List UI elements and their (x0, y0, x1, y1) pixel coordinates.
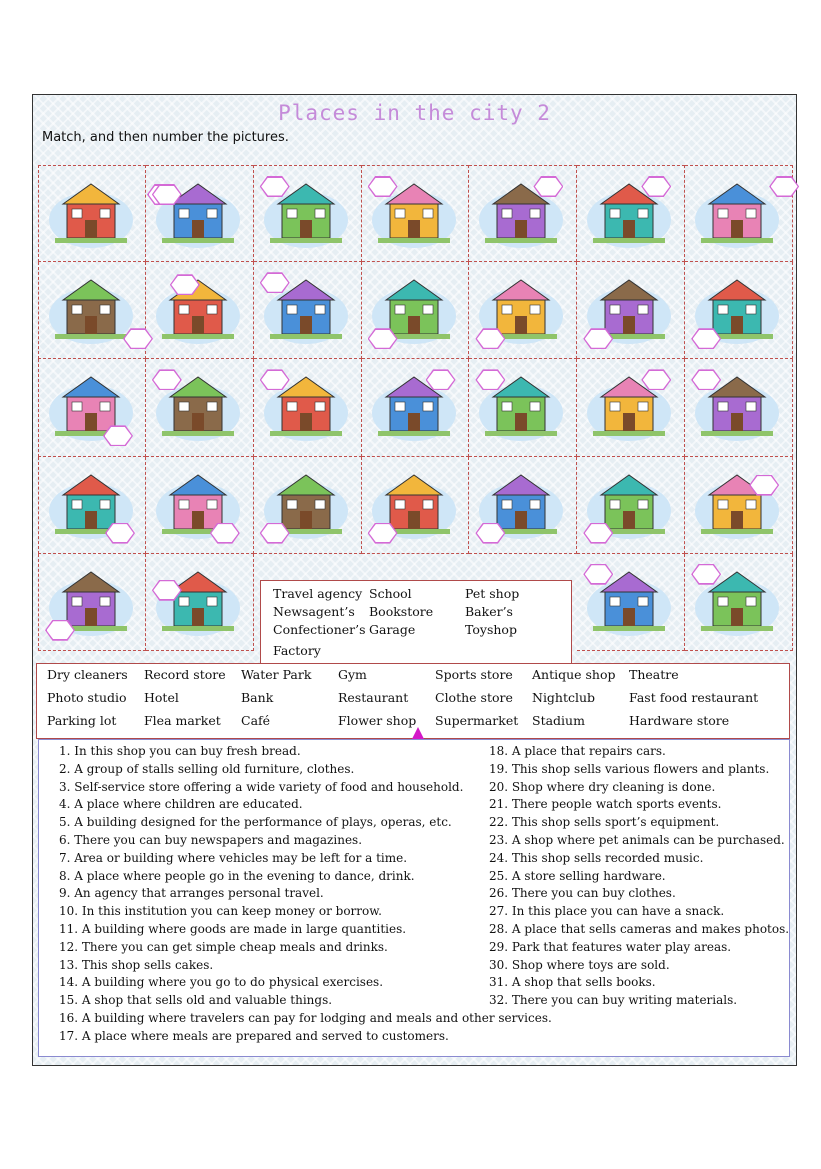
word-item: Flower shop (338, 713, 417, 728)
word-item: Factory (273, 643, 321, 658)
word-item: Theatre (629, 667, 679, 682)
word-item: Bank (241, 690, 274, 705)
word-item: Bookstore (369, 604, 434, 619)
picture-cell (577, 457, 685, 554)
definition-item: 11. A building where goods are made in large quantities. (59, 922, 407, 936)
word-item: Dry cleaners (47, 667, 128, 682)
definition-item: 21. There people watch sports events. (489, 797, 722, 812)
picture-cell (362, 457, 470, 554)
word-item: Nightclub (532, 690, 596, 705)
definition-item: 18. A place that repairs cars. (489, 744, 666, 758)
picture-cell (146, 359, 254, 456)
building-icon (691, 176, 783, 252)
word-item: Garage (369, 622, 416, 637)
word-item: Water Park (241, 667, 312, 682)
definition-item: 4. A place where children are educated. (59, 797, 303, 812)
picture-cell (362, 262, 470, 359)
word-item: Record store (144, 667, 226, 682)
definition-item: 25. A store selling hardware. (489, 868, 666, 883)
definition-item: 27. In this place you can have a snack. (489, 904, 725, 919)
definition-item: 14. A building where you go to do physical exercises. (59, 975, 384, 990)
definition-item: 29. Park that features water play areas. (489, 939, 732, 954)
definition-item: 13. This shop sells cakes. (59, 957, 214, 972)
word-item: Confectioner’s (273, 622, 366, 637)
picture-cell (254, 457, 362, 554)
picture-cell (469, 359, 577, 456)
word-item: Parking lot (47, 713, 117, 728)
picture-cell (685, 554, 793, 651)
picture-cell (38, 457, 146, 554)
picture-cell (577, 554, 685, 651)
word-item: Café (241, 713, 271, 728)
picture-cell (362, 165, 470, 262)
definition-item: 32. There you can buy writing materials. (489, 993, 738, 1008)
word-item: Sports store (435, 667, 513, 682)
picture-cell (254, 165, 362, 262)
definition-item: 3. Self-service store offering a wide variety of food and household. (59, 779, 464, 794)
word-item: Hardware store (629, 713, 730, 728)
picture-cell (362, 359, 470, 456)
definition-item: 6. There you can buy newspapers and magazines. (59, 833, 363, 847)
word-item: Newsagent’s (273, 604, 355, 619)
definition-item: 28. A place that sells cameras and makes photos. (489, 922, 790, 936)
definition-item: 1. In this shop you can buy fresh bread. (59, 744, 301, 758)
definition-item: 24. This shop sells recorded music. (489, 850, 704, 865)
definition-item: 23. A shop where pet animals can be purchased. (489, 833, 785, 847)
picture-cell (469, 165, 577, 262)
definition-item: 16. A building where travelers can pay for lodging and meals and other services. (59, 1011, 552, 1025)
definitions-box (38, 739, 790, 1057)
picture-cell (577, 359, 685, 456)
picture-cell (577, 165, 685, 262)
picture-grid (38, 165, 793, 651)
picture-cell (254, 262, 362, 359)
word-item: Gym (338, 667, 367, 682)
definition-item: 20. Shop where dry cleaning is done. (489, 779, 716, 794)
word-item: Antique shop (532, 667, 616, 682)
word-item: Clothe store (435, 690, 513, 705)
word-item: Photo studio (47, 690, 127, 705)
building-icon (45, 272, 137, 348)
definition-item: 26. There you can buy clothes. (489, 886, 676, 901)
definition-item: 22. This shop sells sport’s equipment. (489, 815, 720, 830)
picture-cell (685, 457, 793, 554)
definition-item: 2. A group of stalls selling old furniture, clothes. (59, 761, 355, 776)
picture-cell (469, 262, 577, 359)
building-icon (45, 176, 137, 252)
definition-item: 17. A place where meals are prepared and served to customers. (59, 1028, 449, 1043)
picture-cell (254, 359, 362, 456)
word-item: Toyshop (465, 622, 517, 637)
picture-cell (38, 359, 146, 456)
word-item: Restaurant (338, 690, 409, 705)
definition-item: 15. A shop that sells old and valuable things. (59, 993, 333, 1008)
definition-item: 5. A building designed for the performance of plays, operas, etc. (59, 815, 452, 830)
page-title: Places in the city 2 (278, 101, 551, 125)
picture-cell (38, 165, 146, 262)
picture-cell (146, 165, 254, 262)
definition-item: 31. A shop that sells books. (489, 975, 656, 990)
word-item: Flea market (144, 713, 221, 728)
picture-cell (577, 262, 685, 359)
definition-item: 30. Shop where toys are sold. (489, 957, 670, 972)
picture-cell (146, 262, 254, 359)
definition-item: 10. In this institution you can keep money or borrow. (59, 904, 382, 919)
picture-cell (685, 359, 793, 456)
picture-cell (146, 554, 254, 651)
picture-cell (469, 457, 577, 554)
definition-item: 12. There you can get simple cheap meals and drinks. (59, 939, 388, 954)
word-item: Baker’s (465, 604, 513, 619)
worksheet (32, 94, 797, 1066)
word-item: Stadium (532, 713, 585, 728)
picture-cell (146, 457, 254, 554)
word-item: School (369, 586, 412, 601)
definition-item: 7. Area or building where vehicles may be left for a time. (59, 850, 408, 865)
instructions: Match, and then number the pictures. (42, 130, 289, 145)
word-item: Fast food restaurant (629, 690, 759, 705)
picture-cell (38, 262, 146, 359)
picture-cell (38, 554, 146, 651)
word-box-small (260, 580, 572, 666)
word-item: Travel agency (273, 586, 363, 601)
definition-item: 19. This shop sells various flowers and plants. (489, 761, 770, 776)
definition-item: 8. A place where people go in the evening to dance, drink. (59, 868, 415, 883)
picture-cell (685, 262, 793, 359)
building-icon (152, 564, 244, 640)
definition-item: 9. An agency that arranges personal travel. (59, 886, 324, 901)
word-item: Pet shop (465, 586, 520, 601)
word-item: Hotel (144, 690, 179, 705)
picture-cell (685, 165, 793, 262)
word-item: Supermarket (435, 713, 519, 728)
